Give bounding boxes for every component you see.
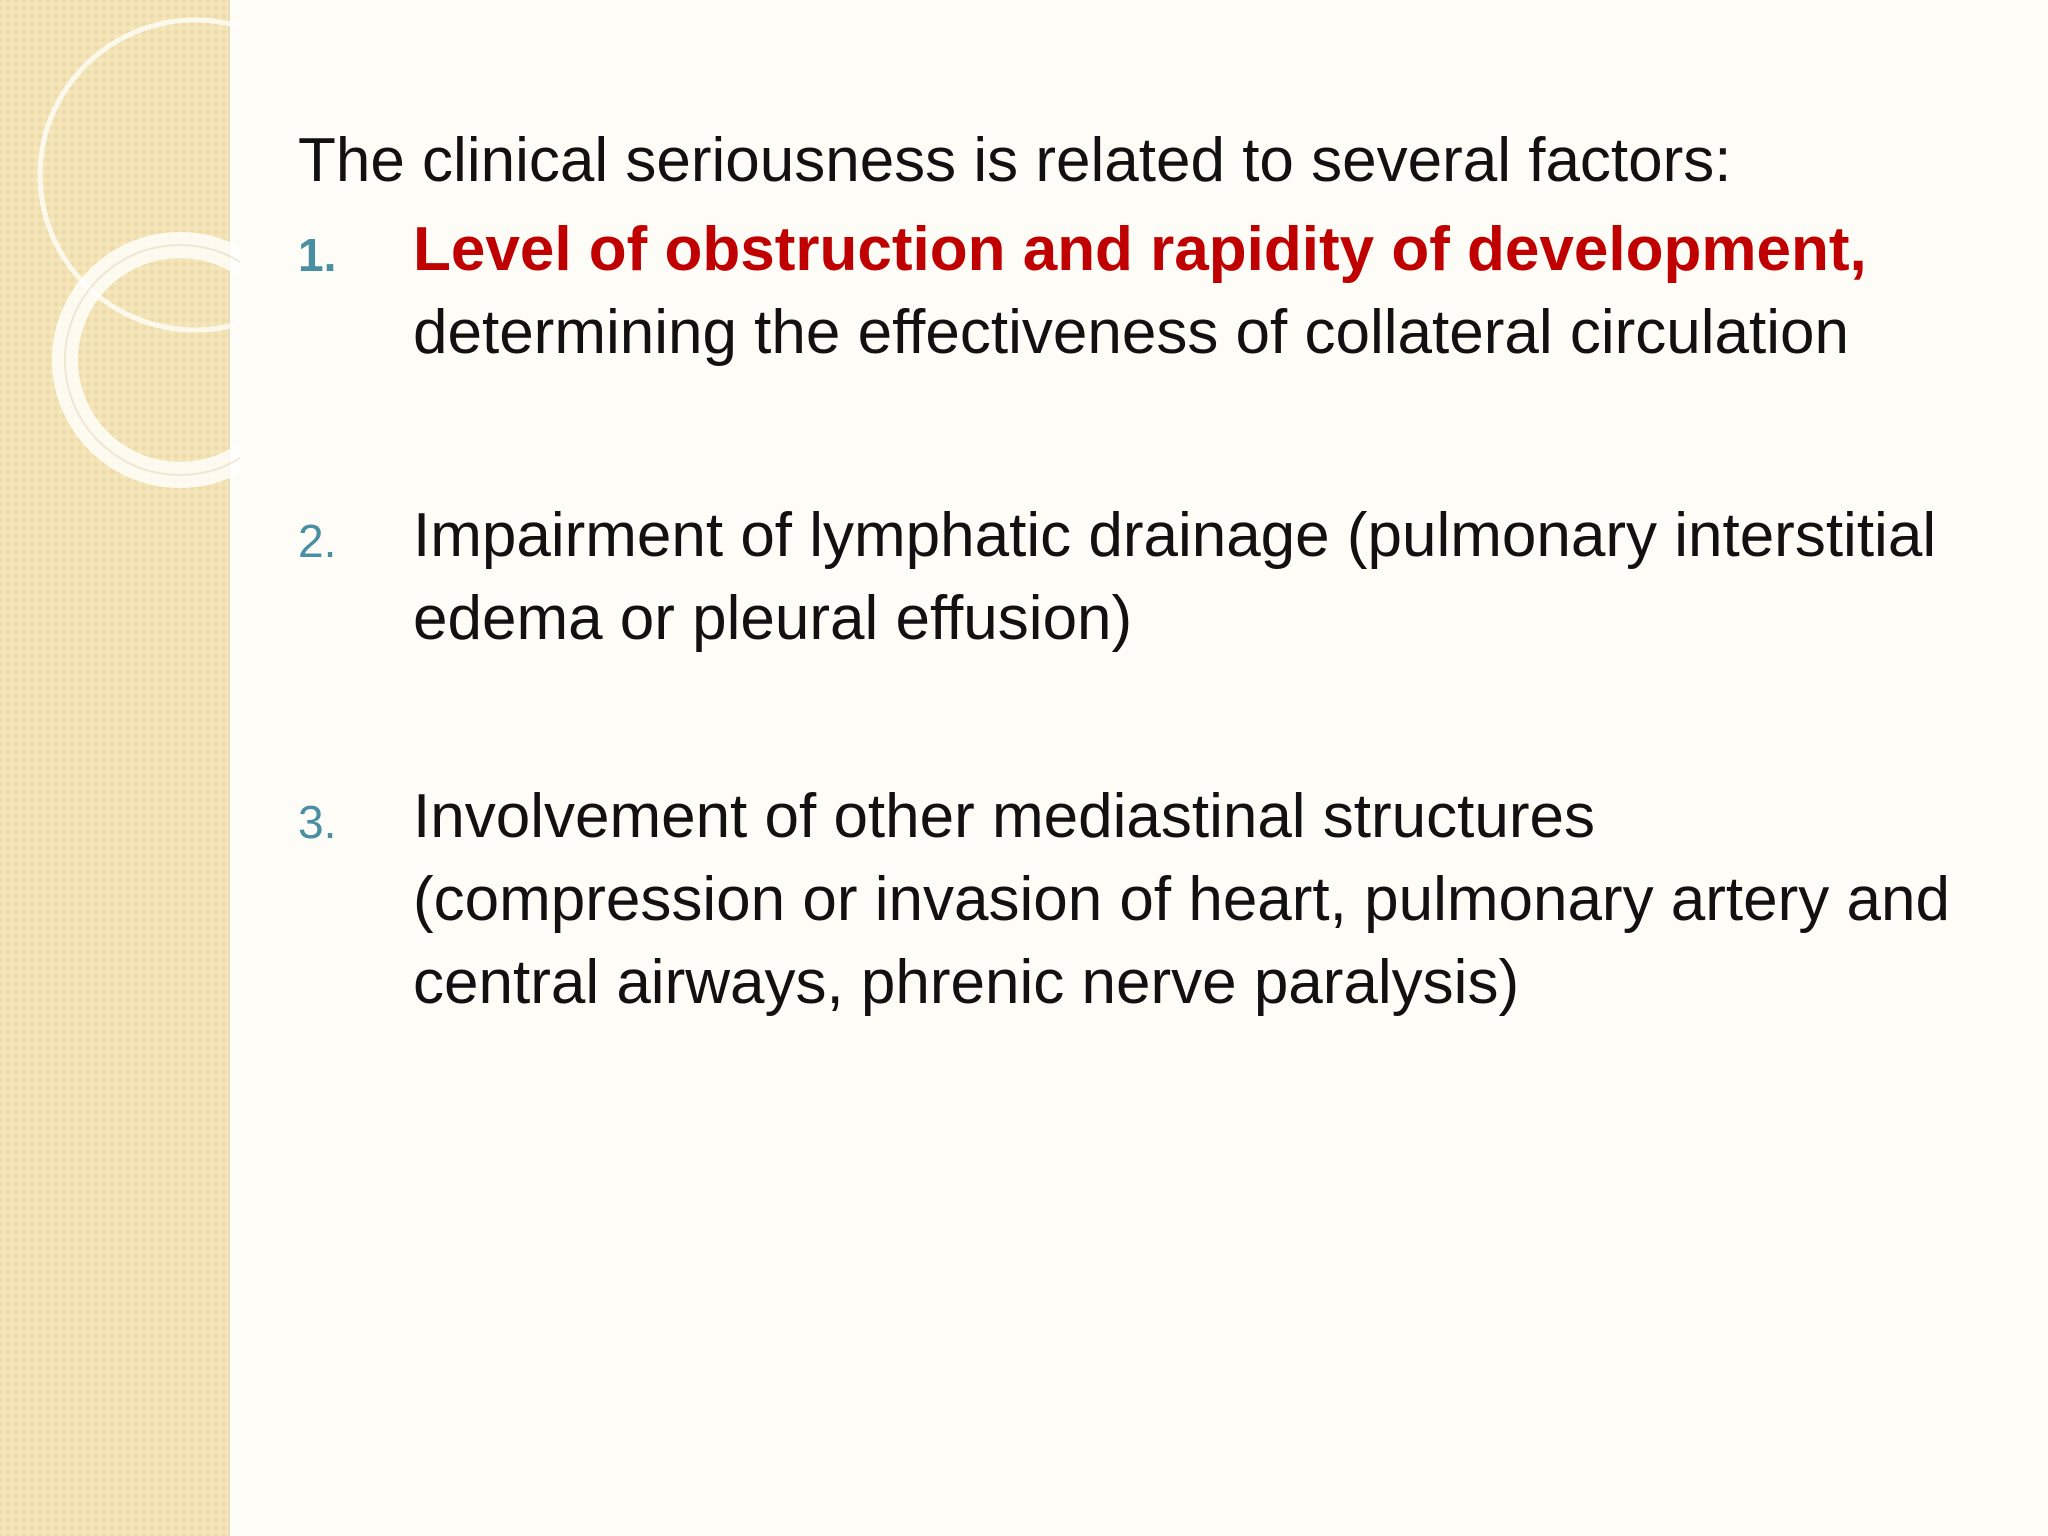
list-item-3 <box>298 775 1958 1024</box>
list-item-2 <box>298 494 1958 660</box>
list-item-1-text: determining the effectiveness of collateral circulation <box>413 298 1849 367</box>
list-item-2-text: Impairment of lymphatic drainage (pulmonary interstitial edema or pleural effusion) <box>413 501 1937 653</box>
list-number-3: 3. <box>298 796 337 848</box>
decorative-rings <box>0 0 240 520</box>
intro-text: The clinical seriousness is related to several factors: <box>298 126 1732 195</box>
list-number-2: 2. <box>298 515 337 567</box>
list-item-3-text: Involvement of other mediastinal structures (compression or invasion of heart, pulmonary artery and central airways, phrenic nerve paralysis) <box>413 782 1950 1017</box>
list-item-1 <box>298 208 1958 374</box>
slide-content <box>298 120 1958 1024</box>
list-number-1: 1. <box>298 229 337 281</box>
highlight-text: Level of obstruction and rapidity of development, <box>413 215 1867 284</box>
